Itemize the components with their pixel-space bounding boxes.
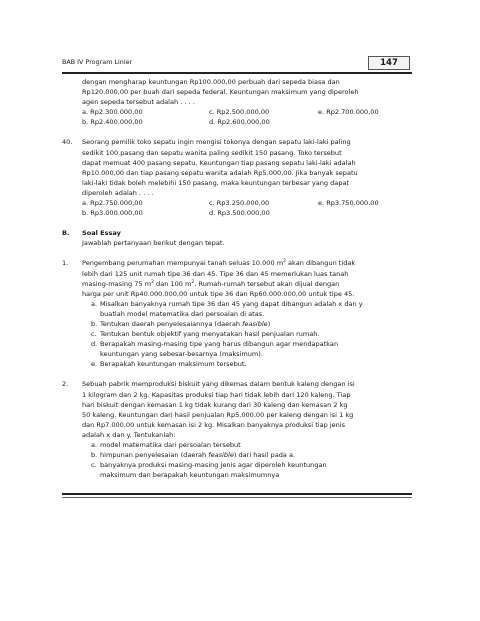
question-text-line: adalah x dan y. Tentukanlah: [82, 430, 176, 439]
question-text-line: dapat memuat 400 pasang sepatu. Keuntungan tiap pasang sepatu laki-laki adalah [82, 158, 356, 167]
option-b: b. Rp3.000.000,00 [82, 209, 143, 218]
question-text-line: Pengembang perumahan mempunyai tanah seluas 10.000 $m^2$ akan dibangun tidak [82, 259, 356, 268]
footer-rule [62, 493, 412, 495]
question-text-line: Rp10.000,00 dan tiap pasang sepatu wanita adalah Rp5.000,00. Jika banyak sepatu [82, 168, 358, 177]
question-text-line: hari biskuit dengan kemasan 1 kg tidak kurang dari 30 kaleng dan kemasan 2 kg [82, 400, 348, 409]
options-row [62, 107, 410, 117]
question-text-line: 1 kilogram dan 2 kg. Kapasitas produksi tiap hari tidak lebih dari 120 kaleng. Tiap [82, 390, 351, 399]
question-text-line: sedikit 100 pasang dan sepatu wanita paling sedikit 150 pasang. Toko tersebut [82, 148, 342, 157]
question-text-line: diperoleh adalah . . . . [82, 188, 154, 197]
question-number: 2. [62, 380, 69, 389]
sub-question-b: b. himpunan penyelesaian (daerah feasible) dari hasil pada a. [91, 451, 296, 460]
page-content [62, 77, 410, 480]
page-number: 147 [368, 56, 410, 70]
question-text-line: laki-laki tidak boleh melebihi 150 pasang, maka keuntungan terbesar yang dapat [82, 178, 350, 187]
essay-question-1 [62, 258, 410, 298]
sub-question-a: a. model matematika dari persoalan tersebut [91, 441, 241, 449]
question-text-line: Sebuah pabrik memproduksi biskuit yang dikemas dalam bentuk kaleng dengan isi [82, 380, 355, 389]
section-label: B. [62, 229, 70, 238]
section-heading [62, 228, 410, 238]
options-row [62, 198, 410, 208]
sub-question-c: c. banyaknya produksi masing-masing jenis agar diperoleh keuntungan maksimum dan berapakah keuntungan maksimumnya [91, 461, 327, 480]
option-e: e. Rp3.750.000,00 [318, 199, 379, 208]
option-d: d. Rp2.600.000,00 [209, 118, 270, 127]
question-39 [62, 77, 410, 127]
option-a: a. Rp2.750.000,00 [82, 199, 143, 208]
question-text-line: dan Rp7.000,00 untuk kemasan isi 2 kg. Misalkan banyaknya produksi tiap jenis [82, 420, 346, 429]
essay-question-2 [62, 379, 410, 440]
sub-question-e: e. Berapakah keuntungan maksimum tersebut. [91, 360, 247, 369]
question-number: 40. [62, 138, 73, 147]
options-row [62, 117, 410, 127]
section-title: Soal Essay [82, 229, 121, 238]
question-40 [62, 137, 410, 198]
question-text-line: lebih dari 125 unit rumah tipe 36 dan 45. Tipe 36 dan 45 memerlukan luas tanah [82, 269, 349, 278]
sub-question-b: b. Tentukan daerah penyelesaiannya (daerah feasible) [91, 319, 271, 328]
question-text-line: 50 kaleng. Keuntungan dari hasil penjualan Rp5.000,00 per kaleng dengan isi 1 kg [82, 410, 354, 419]
option-b: b. Rp2.400.000,00 [82, 118, 143, 127]
option-a: a. Rp2.300.000,00 [82, 108, 143, 117]
page-header [62, 56, 410, 72]
option-c: c. Rp2.500.000,00 [209, 108, 270, 117]
options-row [62, 208, 410, 218]
question-text-line: dengan mengharap keuntungan Rp100.000,00 perbuah dari sepeda biasa dan [82, 78, 340, 86]
question-text-line: masing-masing 75 $m^2$ dan 100 $m^2$. Rumah-rumah tersebut akan dijual dengan [82, 279, 340, 288]
question-text-line: harga per unit Rp40.000.000,00 untuk tipe 36 dan Rp60.000.000,00 untuk tipe 45. [82, 289, 355, 298]
sub-question-a: a. Misalkan banyaknya rumah tipe 36 dan 45 yang dapat dibangun adalah x dan y buatlah model matematika dari persoalan di atas. [91, 299, 363, 318]
chapter-title: BAB IV Program Linier [62, 58, 133, 66]
sub-question-c: c. Tentukan bentuk objektif yang menyatakan hasil penjualan rumah. [91, 330, 320, 339]
question-text-line: agen sepeda tersebut adalah . . . . [82, 98, 195, 107]
header-rule [62, 72, 412, 74]
sub-question-d: d. Berapakah masing-masing tipe yang harus dibangun agar mendapatkan keuntungan yang sebesar-besarnya (maksimum). [91, 340, 339, 359]
question-text-line: Seorang pemilik toko sepatu ingin mengisi tokonya dengan sepatu laki-laki paling [82, 138, 351, 147]
option-e: e. Rp2.700.000,00 [318, 108, 379, 117]
question-number: 1. [62, 259, 69, 268]
option-d: d. Rp3.500.000,00 [209, 209, 270, 218]
footer-rule-thin [62, 497, 412, 498]
option-c: c. Rp3.250.000,00 [209, 199, 270, 208]
section-instruction: Jawablah pertanyaan berikut dengan tepat. [82, 239, 225, 248]
question-text-line: Rp120.000,00 per buah dari sepeda federal. Keuntungan maksimum yang diperoleh [82, 88, 359, 97]
